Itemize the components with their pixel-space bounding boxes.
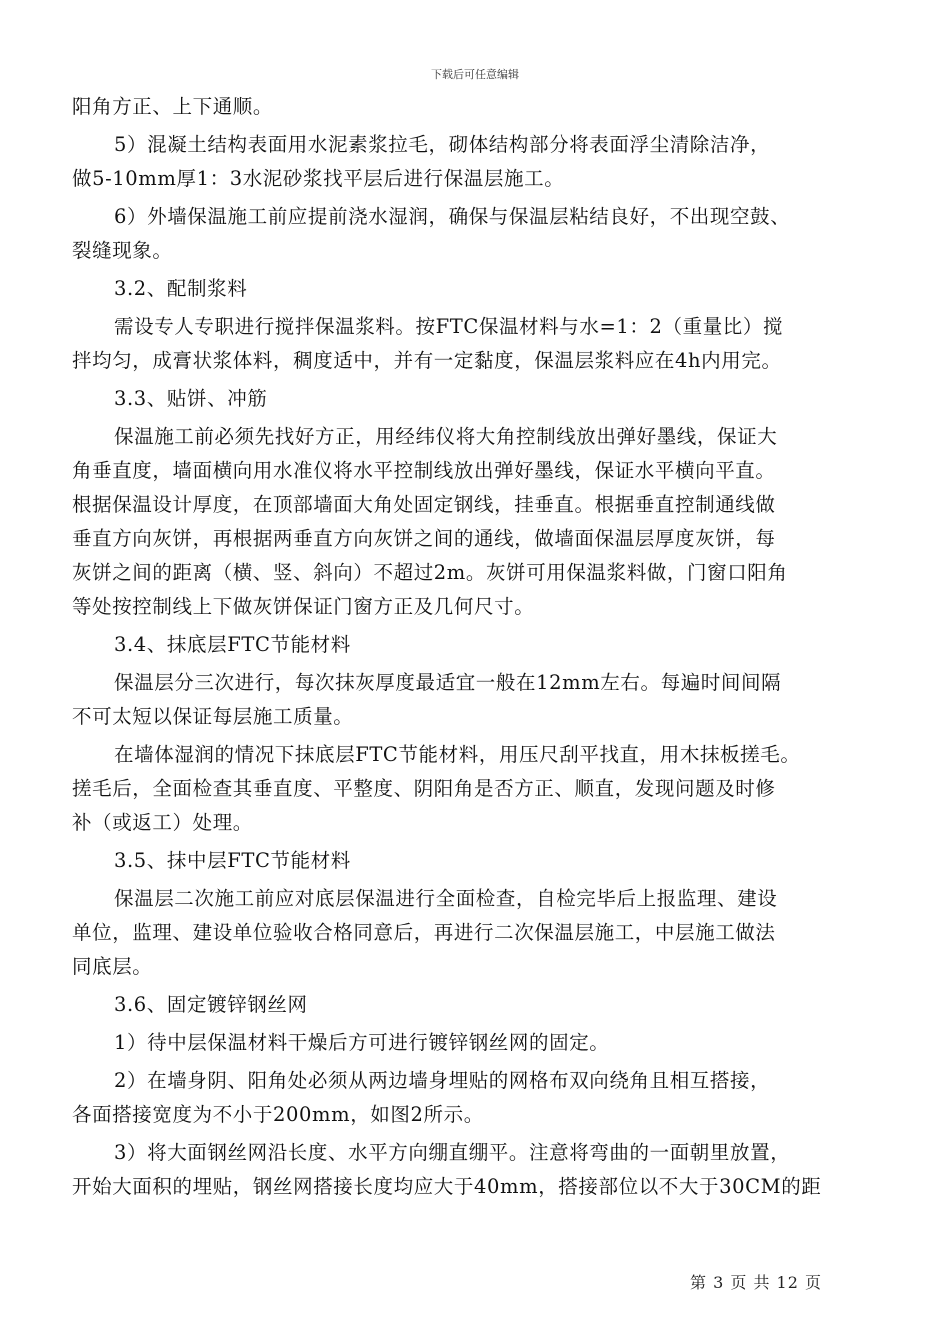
text-line: 角垂直度，墙面横向用水准仪将水平控制线放出弹好墨线，保证水平横向平直。: [72, 459, 776, 482]
section-heading: 3.6、固定镀锌钢丝网: [114, 993, 308, 1016]
text-line: 不可太短以保证每层施工质量。: [72, 705, 354, 728]
text-line: 在墙体湿润的情况下抹底层FTC节能材料，用压尺刮平找直，用木抹板搓毛。: [114, 743, 801, 766]
text-line: 补（或返工）处理。: [72, 811, 253, 834]
text-line: 开始大面积的埋贴，钢丝网搭接长度均应大于40mm，搭接部位以不大于30CM的距: [72, 1175, 822, 1198]
text-line: 灰饼之间的距离（横、竖、斜向）不超过2m。灰饼可用保温浆料做，门窗口阳角: [72, 561, 788, 584]
section-heading: 3.3、贴饼、冲筋: [114, 387, 268, 410]
text-line: 需设专人专职进行搅拌保温浆料。按FTC保温材料与水=1：2（重量比）搅: [114, 315, 784, 338]
text-line: 做5-10mm厚1：3水泥砂浆找平层后进行保温层施工。: [72, 167, 565, 190]
text-line: 等处按控制线上下做灰饼保证门窗方正及几何尺寸。: [72, 595, 535, 618]
document-body: [72, 90, 880, 1204]
text-line: 阳角方正、上下通顺。: [72, 95, 274, 118]
text-line: 保温层二次施工前应对底层保温进行全面检查，自检完毕后上报监理、建设: [114, 887, 778, 910]
text-line: 保温层分三次进行，每次抹灰厚度最适宜一般在12mm左右。每遍时间间隔: [114, 671, 782, 694]
page-header-note: 下载后可任意编辑: [431, 68, 519, 81]
text-line: 5）混凝土结构表面用水泥素浆拉毛，砌体结构部分将表面浮尘清除洁净，: [114, 133, 771, 156]
text-line: 垂直方向灰饼，再根据两垂直方向灰饼之间的通线，做墙面保温层厚度灰饼，每: [72, 527, 776, 550]
text-line: 3）将大面钢丝网沿长度、水平方向绷直绷平。注意将弯曲的一面朝里放置，: [114, 1141, 791, 1164]
page-number: 第 3 页 共 12 页: [690, 1273, 822, 1292]
section-heading: 3.4、抹底层FTC节能材料: [114, 633, 351, 656]
text-line: 单位，监理、建设单位验收合格同意后，再进行二次保温层施工，中层施工做法: [72, 921, 776, 944]
text-line: 保温施工前必须先找好方正，用经纬仪将大角控制线放出弹好墨线，保证大: [114, 425, 778, 448]
section-heading: 3.2、配制浆料: [114, 277, 248, 300]
text-line: 各面搭接宽度为不小于200mm，如图2所示。: [72, 1103, 484, 1126]
text-line: 裂缝现象。: [72, 239, 173, 262]
text-line: 1）待中层保温材料干燥后方可进行镀锌钢丝网的固定。: [114, 1031, 610, 1054]
section-heading: 3.5、抹中层FTC节能材料: [114, 849, 351, 872]
text-line: 2）在墙身阴、阳角处必须从两边墙身埋贴的网格布双向绕角且相互搭接，: [114, 1069, 771, 1092]
text-line: 根据保温设计厚度，在顶部墙面大角处固定钢线，挂垂直。根据垂直控制通线做: [72, 493, 776, 516]
text-line: 拌均匀，成膏状浆体料，稠度适中，并有一定黏度，保温层浆料应在4h内用完。: [72, 349, 782, 372]
text-line: 搓毛后，全面检查其垂直度、平整度、阴阳角是否方正、顺直，发现问题及时修: [72, 777, 776, 800]
text-line: 6）外墙保温施工前应提前浇水湿润，确保与保温层粘结良好，不出现空鼓、: [114, 205, 791, 228]
text-line: 同底层。: [72, 955, 153, 978]
